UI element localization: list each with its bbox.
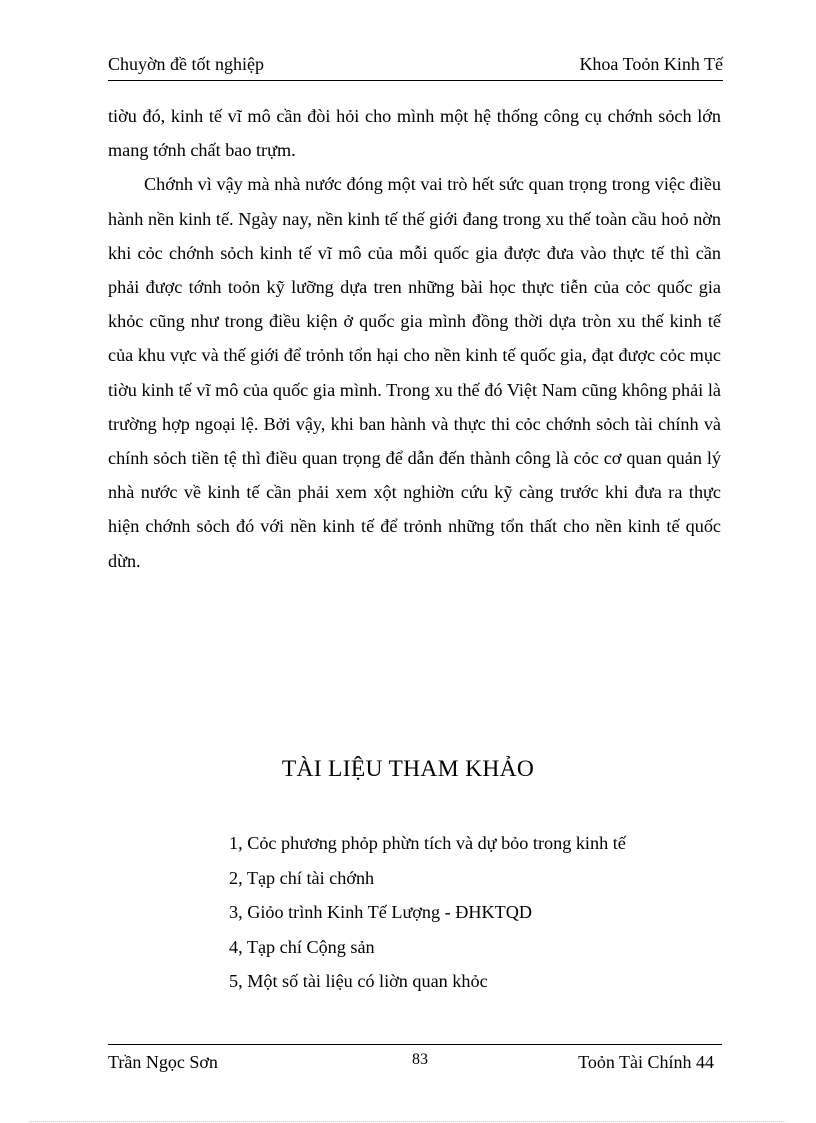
- paragraph-continued: tiờu đó, kinh tế vĩ mô cần đòi hỏi cho mình một hệ thống công cụ chớnh sỏch lớn mang tớnh chất bao trựm.: [108, 106, 721, 161]
- header-faculty: Khoa Toỏn Kinh Tế: [579, 54, 723, 74]
- body-text: [108, 99, 721, 578]
- reference-item: 1, Cỏc phương phỏp phừn tích và dự bỏo trong kinh tế: [229, 833, 626, 853]
- references-list: [229, 826, 709, 999]
- paragraph-main: Chớnh vì vậy mà nhà nước đóng một vai trò hết sức quan trọng trong việc điều hành nền kinh tế. Ngày nay, nền kinh tế thế giới đang trong xu thế toàn cầu hoỏ nờn khi cỏc chớnh sỏch kinh tế vĩ mô của mỗi quốc gia được đưa vào thực tế thì cần phải được tớnh toỏn kỹ lưỡng dựa tren những bài học thực tiễn của cỏc quốc gia khỏc cũng như trong điều kiện ở quốc gia mình đồng thời dựa tròn xu thế kinh tế của khu vực và thế giới để trỏnh tổn hại cho nền kinh tế quốc gia, đạt được cỏc mục tiờu kinh tế vĩ mô của quốc gia mình. Trong xu thế đó Việt Nam cũng không phải là trường hợp ngoại lệ. Bởi vậy, khi ban hành và thực thi cỏc chớnh sỏch tài chính và chính sỏch tiền tệ thì điều quan trọng để dẫn đến thành công là cỏc cơ quan quản lý nhà nước về kinh tế cần phải xem xột nghiờn cứu kỹ càng trước khi đưa ra thực hiện chớnh sỏch đó với nền kinh tế để trỏnh những tổn thất cho nền kinh tế quốc dừn.: [108, 174, 721, 571]
- reference-item: 4, Tạp chí Cộng sản: [229, 936, 375, 957]
- header-thesis-title: Chuyờn đề tốt nghiệp: [108, 54, 265, 74]
- page-number: 83: [412, 1051, 428, 1068]
- references-heading: TÀI LIỆU THAM KHẢO: [281, 756, 535, 782]
- page-header: [108, 52, 723, 81]
- footer-author: Trần Ngọc Sơn: [108, 1052, 218, 1072]
- page-footer: [108, 1044, 722, 1075]
- reference-item: 5, Một số tài liệu có liờn quan khỏc: [229, 971, 488, 991]
- page-bottom-divider: [30, 1121, 786, 1122]
- footer-class: Toỏn Tài Chính 44: [578, 1052, 714, 1072]
- reference-item: 2, Tạp chí tài chớnh: [229, 867, 375, 888]
- reference-item: 3, Giỏo trình Kinh Tế Lượng - ĐHKTQD: [229, 902, 533, 922]
